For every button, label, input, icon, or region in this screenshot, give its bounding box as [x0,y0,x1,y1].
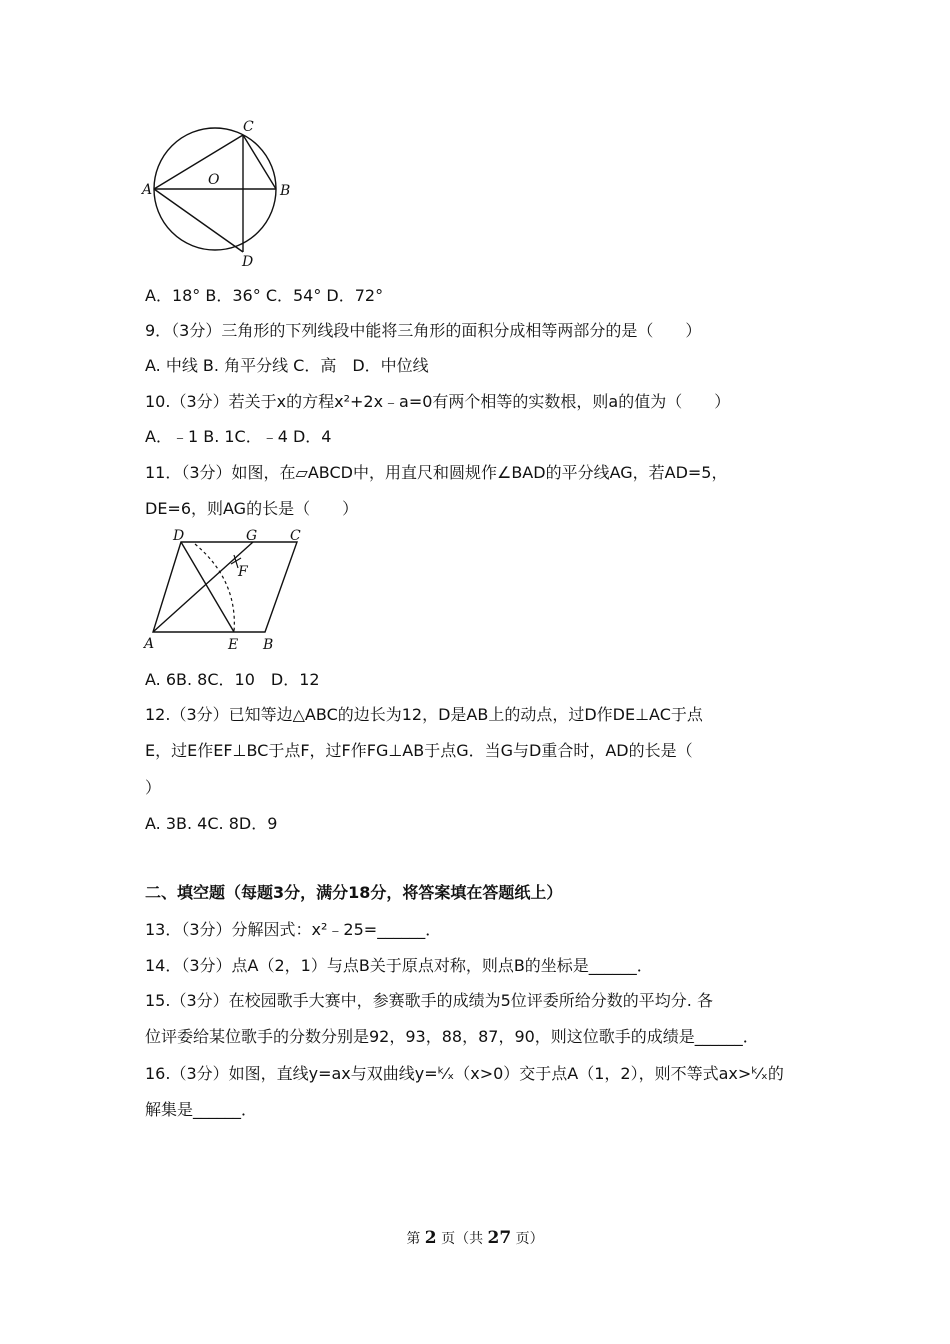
label-c: C [290,528,301,544]
q16-line1: 16.（3分）如图，直线y=ax与双曲线y=ᵏ⁄ₓ（x>0）交于点A（1，2），则不等式ax>ᵏ⁄ₓ的 [145,1064,784,1083]
q10-stem: 10.（3分）若关于x的方程x²+2x﹣a=0有两个相等的实数根，则a的值为（ ） [145,392,731,411]
q9-stem: 9．（3分）三角形的下列线段中能将三角形的面积分成相等两部分的是（ ） [145,321,702,340]
page-footer [0,1228,950,1248]
footer-total-pages: 27 [487,1228,512,1248]
segment-ag [153,542,253,632]
q9-options: A. 中线 B. 角平分线 C．高 D．中位线 [145,356,429,375]
label-d: D [242,254,254,270]
q11-stem-line1: 11．（3分）如图，在▱ABCD中，用直尺和圆规作∠BAD的平分线AG，若AD=5， [145,463,728,482]
q16-line2: 解集是______． [145,1100,258,1119]
footer-prefix: 第 [406,1231,421,1247]
q15-line1: 15.（3分）在校园歌手大赛中，参赛歌手的成绩为5位评委所给分数的平均分. 各 [145,991,713,1010]
q11-options: A. 6B. 8C．10 D．12 [145,670,320,689]
section2-heading: 二、填空题（每题3分，满分18分，将答案填在答题纸上） [145,883,563,902]
label-d: D [173,528,185,544]
q12-stem-line3: ） [145,778,162,797]
chord-ad [154,189,243,252]
q12-stem-line1: 12.（3分）已知等边△ABC的边长为12，D是AB上的动点，过D作DE⊥AC于点 [145,705,703,724]
q12-stem-line2: E，过E作EF⊥BC于点F，过F作FG⊥AB于点G．当G与D重合时，AD的长是（ [145,741,693,760]
circle-figure [140,118,310,270]
q13-text: 13．（3分）分解因式：x²﹣25=______． [145,920,442,939]
q12-options: A. 3B. 4C. 8D．9 [145,814,278,833]
label-b: B [280,183,291,199]
parallelogram-abcd [153,542,297,632]
label-f: F [238,564,248,580]
label-b: B [263,637,274,653]
q14-text: 14．（3分）点A（2，1）与点B关于原点对称，则点B的坐标是______． [145,956,653,975]
label-a: A [144,636,155,652]
q11-stem-line2: DE=6，则AG的长是（ ） [145,499,359,518]
label-o: O [208,172,220,188]
label-e: E [228,637,239,653]
q8-options: A．18° B．36° C．54° D．72° [145,286,384,305]
q10-options: A．﹣1 B. 1C．﹣4 D．4 [145,427,332,446]
label-c: C [243,119,254,135]
parallelogram-figure [140,528,310,658]
segment-de [181,542,234,632]
chord-ac [154,135,243,189]
footer-page-number: 2 [424,1228,437,1248]
footer-suffix: 页） [515,1231,544,1247]
label-a: A [142,182,153,198]
footer-mid: 页（共 [441,1231,484,1247]
label-g: G [246,528,258,544]
q15-line2: 位评委给某位歌手的分数分别是92，93，88，87，90，则这位歌手的成绩是______． [145,1027,759,1046]
chord-cb [243,135,276,189]
